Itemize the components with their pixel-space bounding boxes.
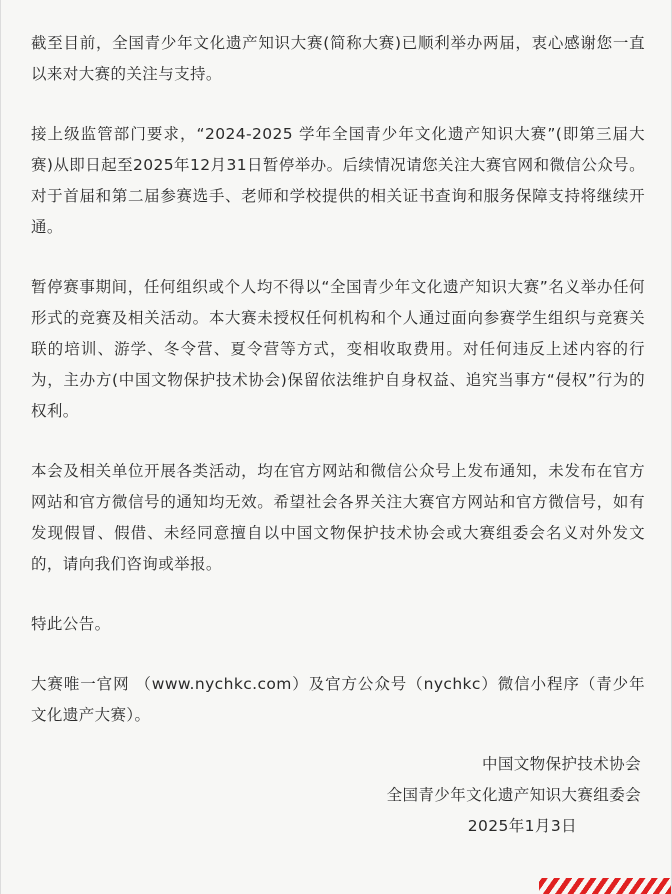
- paragraph-suspension: 接上级监管部门要求，“2024-2025 学年全国青少年文化遗产知识大赛”(即第三届大赛)从即日起至2025年12月31日暂停举办。后续情况请您关注大赛官网和微信公众号。对于首届和第二届参赛选手、老师和学校提供的相关证书查询和服务保障支持将继续开通。: [31, 125, 645, 236]
- signature-org-association: 中国文物保护技术协会: [481, 755, 641, 773]
- bottom-border: [1, 878, 539, 894]
- signature-org-committee: 全国青少年文化遗产知识大赛组委会: [386, 786, 641, 804]
- paragraph-intro: 截至目前，全国青少年文化遗产知识大赛(简称大赛)已顺利举办两届，衷心感谢您一直以来对大赛的关注与支持。: [31, 34, 645, 83]
- paragraph-announcement: 特此公告。: [31, 615, 111, 633]
- decorative-red-stripes: [539, 878, 671, 894]
- paragraph-official-channels: 本会及相关单位开展各类活动，均在官方网站和微信公众号上发布通知，未发布在官方网站和官方微信号的通知均无效。希望社会各界关注大赛官方网站和官方微信号，如有发现假冒、假借、未经同意擅自以中国文物保护技术协会或大赛组委会名义对外发文的，请向我们咨询或举报。: [31, 462, 645, 573]
- paragraph-official-site: 大赛唯一官网 （www.nychkc.com）及官方公众号（nychkc）微信小程序（青少年文化遗产大赛）。: [31, 675, 645, 724]
- signature-block: [341, 749, 641, 842]
- notice-body: [31, 28, 645, 760]
- signature-date: 2025年1月3日: [467, 817, 577, 835]
- paragraph-prohibition: 暂停赛事期间，任何组织或个人均不得以“全国青少年文化遗产知识大赛”名义举办任何形式的竞赛及相关活动。本大赛未授权任何机构和个人通过面向参赛学生组织与竞赛关联的培训、游学、冬令营、夏令营等方式，变相收取费用。对任何违反上述内容的行为，主办方(中国文物保护技术协会)保留依法维护自身权益、追究当事方“侵权”行为的权利。: [31, 278, 645, 420]
